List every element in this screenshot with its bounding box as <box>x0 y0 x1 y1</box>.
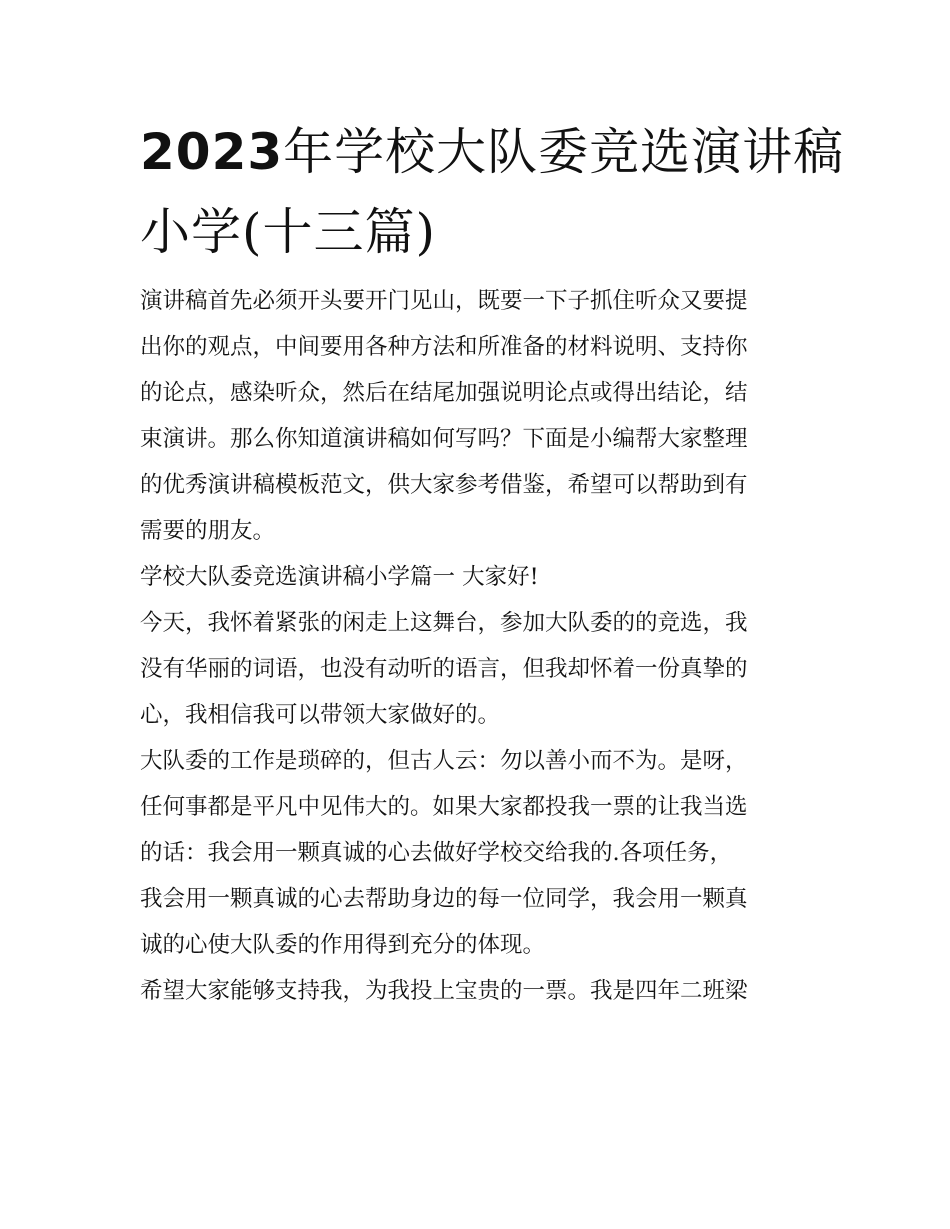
body-line: 任何事都是平凡中见伟大的。如果大家都投我一票的让我当选 <box>140 794 748 820</box>
body-line: 的话：我会用一颗真诚的心去做好学校交给我的.各项任务， <box>140 840 733 866</box>
body-line: 大队委的工作是琐碎的，但古人云：勿以善小而不为。是呀， <box>140 748 748 774</box>
body-line: 没有华丽的词语，也没有动听的语言，但我却怀着一份真挚的 <box>140 656 748 682</box>
body-line: 束演讲。那么你知道演讲稿如何写吗？下面是小编帮大家整理 <box>140 426 748 452</box>
title-year: 2023 <box>140 123 284 181</box>
section-heading: 学校大队委竞选演讲稿小学篇一 大家好! <box>140 564 539 590</box>
body-line: 的论点，感染听众，然后在结尾加强说明论点或得出结论，结 <box>140 380 748 406</box>
body-line: 今天，我怀着紧张的闲走上这舞台，参加大队委的的竞选，我 <box>140 610 748 636</box>
title-line-2: 小学(十三篇) <box>140 203 437 261</box>
body-line: 心，我相信我可以带领大家做好的。 <box>140 702 501 728</box>
title-line-1 <box>140 112 845 192</box>
body-line: 需要的朋友。 <box>140 518 276 544</box>
body-line: 希望大家能够支持我，为我投上宝贵的一票。我是四年二班梁 <box>140 978 748 1004</box>
document-title <box>140 112 845 272</box>
body-line: 出你的观点，中间要用各种方法和所准备的材料说明、支持你 <box>140 334 748 360</box>
title-text: 年学校大队委竞选演讲稿 <box>283 123 845 181</box>
document-body <box>140 278 820 1014</box>
body-line: 诚的心使大队委的作用得到充分的体现。 <box>140 932 546 958</box>
body-line: 我会用一颗真诚的心去帮助身边的每一位同学，我会用一颗真 <box>140 886 748 912</box>
body-line: 演讲稿首先必须开头要开门见山，既要一下子抓住听众又要提 <box>140 288 748 314</box>
body-line: 的优秀演讲稿模板范文，供大家参考借鉴，希望可以帮助到有 <box>140 472 748 498</box>
